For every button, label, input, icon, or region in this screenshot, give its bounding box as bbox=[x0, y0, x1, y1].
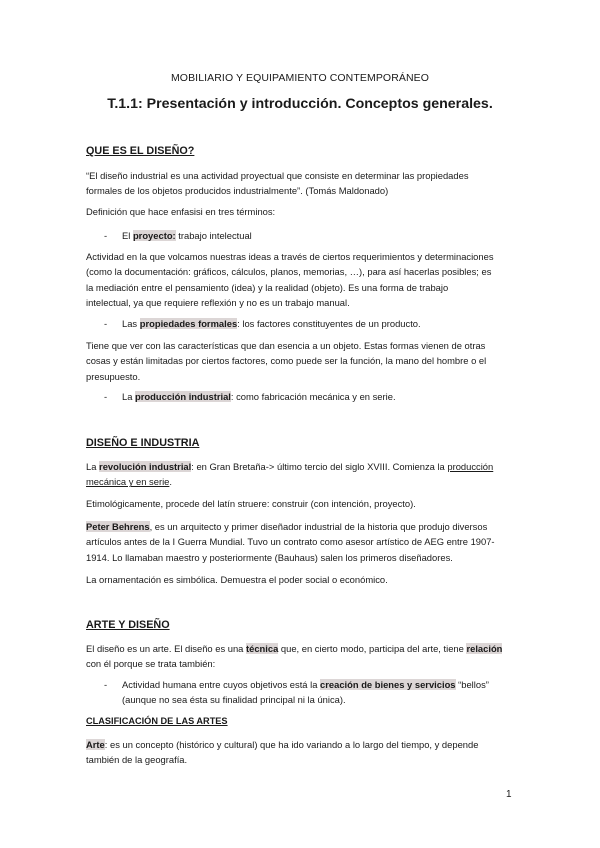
paragraph-line: Tiene que ver con las características que dan esencia a un objeto. Estas formas vienen de otras bbox=[86, 340, 486, 351]
term-peter-behrens: Peter Behrens bbox=[86, 521, 150, 532]
section-heading-diseno-e-industria: DISEÑO E INDUSTRIA bbox=[86, 437, 200, 449]
term-proyecto: proyecto: bbox=[132, 230, 176, 241]
paragraph-line: artículos antes de la I Guerra Mundial. Tuvo un contrato como asesor artístico de AEG entre 1907- bbox=[86, 536, 495, 548]
bullet-prefix: Las bbox=[122, 318, 140, 329]
paragraph-line: (como la documentación: gráficos, cálculos, planos, memorias, …), para así hacerlas posibles; es bbox=[86, 266, 492, 278]
bullet-prefix: Actividad humana entre cuyos objetivos está la bbox=[122, 679, 321, 690]
bullet-dash: - bbox=[104, 230, 108, 241]
paragraph-line: la mediación entre el pensamiento (idea) y la realidad (objeto). Es una forma de trabajo bbox=[86, 281, 449, 293]
paragraph-revolucion-industrial bbox=[86, 459, 514, 490]
term-revolucion-industrial: revolución industrial bbox=[99, 461, 192, 472]
term-propiedades-formales: propiedades formales bbox=[139, 318, 238, 329]
paragraph-line: intelectual, ya que requiere reflexión y no es un trabajo manual. bbox=[86, 297, 350, 309]
quote-line-2: formales de los objetos producidos industrialmente”. (Tomás Maldonado) bbox=[86, 185, 389, 197]
bullet-rest: : como fabricación mecánica y en serie. bbox=[230, 391, 396, 402]
paragraph-line: 1914. Lo llamaban maestro y posteriormente (Bauhaus) salen los primeros diseñadores. bbox=[86, 551, 453, 563]
paragraph-line: con él porque se trata también: bbox=[86, 658, 216, 670]
page-number: 1 bbox=[506, 789, 512, 800]
text-middle: que, en cierto modo, participa del arte, tiene bbox=[278, 643, 467, 654]
text-middle: : en Gran Bretaña-> último tercio del siglo XVIII. Comienza la bbox=[191, 461, 448, 472]
bullet-rest: trabajo intelectual bbox=[175, 230, 252, 241]
paragraph-line: cosas y están limitadas por ciertos factores, como puede ser la función, la mano del hombre o el bbox=[86, 355, 487, 367]
definition-text: Definición que hace enfasisi en tres términos: bbox=[86, 206, 276, 217]
underlined-produccion: producción bbox=[447, 461, 494, 472]
term-tecnica: técnica bbox=[246, 643, 279, 654]
bullet-dash: - bbox=[104, 679, 108, 690]
paragraph-line: , es un arquitecto y primer diseñador industrial de la historia que produjo diversos bbox=[149, 521, 488, 532]
bullet-dash: - bbox=[104, 391, 108, 402]
text-end: . bbox=[169, 476, 172, 488]
paragraph-actividad bbox=[86, 249, 514, 311]
section-heading-que-es-el-diseno: QUE ES EL DISEÑO? bbox=[86, 145, 195, 157]
paragraph-peter-behrens bbox=[86, 519, 514, 565]
bullet-line-2: (aunque no sea ésta su finalidad principal ni la única). bbox=[122, 694, 346, 706]
text-prefix: La bbox=[86, 461, 100, 472]
paragraph-arte bbox=[86, 641, 514, 672]
paragraph-line: Actividad en la que volcamos nuestras ideas a través de ciertos requerimientos y determinaciones bbox=[86, 251, 494, 262]
paragraph-caracteristicas bbox=[86, 338, 514, 384]
term-arte: Arte bbox=[86, 739, 105, 750]
paragraph-line: : es un concepto (histórico y cultural) que ha ido variando a lo largo del tiempo, y depende bbox=[104, 739, 479, 750]
paragraph-arte-concepto bbox=[86, 737, 514, 768]
paragraph-line: presupuesto. bbox=[86, 370, 141, 382]
subheading-clasificacion-artes: CLASIFICACIÓN DE LAS ARTES bbox=[86, 716, 228, 726]
term-creacion-de-bienes: creación de bienes y servicios bbox=[320, 679, 456, 690]
bullet-prefix: El bbox=[122, 230, 133, 241]
text-prefix: El diseño es un arte. El diseño es una bbox=[86, 643, 246, 654]
bullet-dash: - bbox=[104, 318, 108, 329]
bullet-prefix: La bbox=[122, 391, 136, 402]
course-title: MOBILIARIO Y EQUIPAMIENTO CONTEMPORÁNEO bbox=[170, 72, 430, 84]
paragraph-ornamentacion: La ornamentación es simbólica. Demuestra el poder social o económico. bbox=[86, 574, 388, 585]
topic-title: T.1.1: Presentación y introducción. Conceptos generales. bbox=[107, 96, 493, 112]
quote-line-1: “El diseño industrial es una actividad proyectual que consiste en determinar las propiedades bbox=[86, 170, 469, 181]
bullet-rest: “bellos” bbox=[455, 679, 489, 690]
quote-maldonado bbox=[86, 168, 514, 199]
section-heading-arte-y-diseno: ARTE Y DISEÑO bbox=[86, 619, 170, 631]
underlined-mecanica-y-en-serie: mecánica y en serie bbox=[86, 476, 170, 488]
term-produccion-industrial: producción industrial bbox=[135, 391, 231, 402]
paragraph-etimologia: Etimológicamente, procede del latín struere: construir (con intención, proyecto). bbox=[86, 498, 416, 509]
term-relacion: relación bbox=[466, 643, 503, 654]
paragraph-line: también de la geografía. bbox=[86, 754, 188, 766]
bullet-rest: : los factores constituyentes de un producto. bbox=[237, 318, 421, 329]
